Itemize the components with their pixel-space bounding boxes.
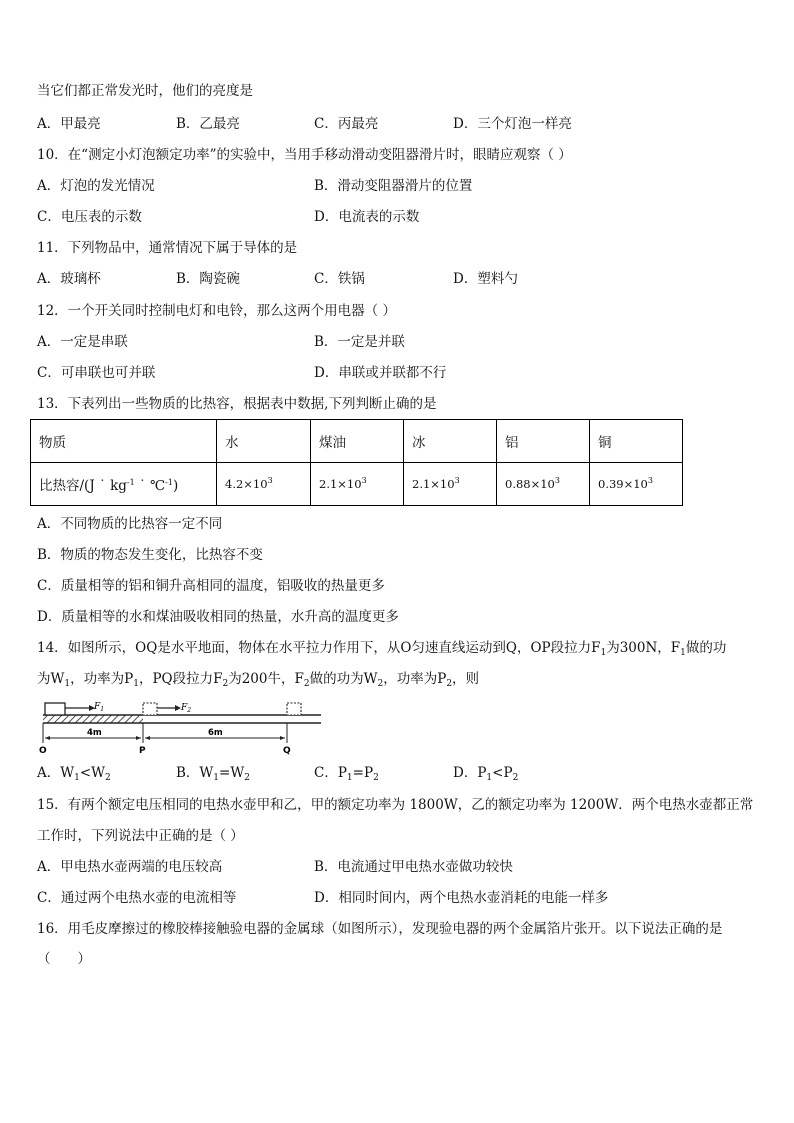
rough-surface-op	[43, 715, 143, 723]
q12-stem: 12．一个开关同时控制电灯和电铃，那么这两个用电器（ ）	[37, 303, 396, 319]
table-cell-water: $4.2\times 10^3$	[217, 463, 311, 506]
force-f1-label: $F_1$	[94, 702, 105, 713]
q13-option-b: B．物质的物态发生变化，比热容不变	[37, 547, 263, 563]
table-header-row	[31, 420, 683, 463]
distance-pq-label: 6m	[208, 728, 223, 738]
q10-option-a: A．灯泡的发光情况	[37, 178, 155, 194]
q16-stem-line2: （ ）	[37, 951, 91, 967]
q9-option-a: A．甲最亮	[37, 116, 101, 132]
q11-option-d: D．塑料勺	[453, 271, 518, 287]
q12-option-c: C．可串联也可并联	[37, 365, 156, 381]
table-header-cell: 煤油	[311, 420, 404, 463]
table-cell-kerosene: $2.1\times 10^3$	[311, 463, 404, 506]
q15-option-a: A．甲电热水壶两端的电压较高	[37, 859, 223, 875]
q11-option-a: A．玻璃杯	[37, 271, 101, 287]
q11-option-b: B．陶瓷碗	[176, 271, 240, 287]
table-cell-copper: $0.39\times 10^3$	[590, 463, 683, 506]
block-at-q	[287, 703, 301, 715]
q16-stem-line1: 16．用毛皮摩擦过的橡胶棒接触验电器的金属球（如图所示），发现验电器的两个金属箔片张开。以下说法正确的是	[37, 921, 723, 937]
q15-stem-line1: 15．有两个额定电压相同的电热水壶甲和乙，甲的额定功率为 1800W，乙的额定功率为 1200W．两个电热水壶都正常	[37, 797, 754, 813]
q10-option-d: D．电流表的示数	[314, 209, 420, 225]
q13-option-a: A．不同物质的比热容一定不同	[37, 516, 223, 532]
point-o-label: O	[39, 746, 47, 755]
q10-option-c: C．电压表的示数	[37, 209, 142, 225]
q15-option-b: B．电流通过甲电热水壶做功较快	[314, 859, 513, 875]
q13-option-c: C．质量相等的铝和铜升高相同的温度，铝吸收的热量更多	[37, 578, 385, 594]
q9-option-d: D．三个灯泡一样亮	[453, 116, 572, 132]
point-q-label: Q	[283, 746, 291, 755]
table-cell-ice: $2.1\times 10^3$	[404, 463, 497, 506]
q13-stem: 13．下表列出一些物质的比热容，根据表中数据,下列判断止确的是	[37, 396, 437, 412]
table-header-cell: 冰	[404, 420, 497, 463]
point-p-label: P	[139, 746, 146, 755]
table-header-cell: 铝	[497, 420, 590, 463]
q14-option-d: D．$P_1<P_2$	[453, 765, 519, 783]
q11-stem: 11．下列物品中，通常情况下属于导体的是	[37, 240, 298, 256]
q10-option-b: B．滑动变阻器滑片的位置	[314, 178, 473, 194]
q14-stem-line2: 为$W_1$，功率为$P_1$，PQ段拉力$F_2$为200牛，$F_2$做的功为$W_2$，功率为$P_2$，则	[37, 671, 480, 689]
force-f2-label: $F_2$	[181, 703, 192, 714]
q12-option-b: B．一定是并联	[314, 334, 405, 350]
block-at-o	[45, 703, 65, 715]
table-row	[31, 463, 683, 506]
table-header-cell: 水	[217, 420, 311, 463]
specific-heat-table	[30, 419, 683, 506]
q14-option-c: C．$P_1=P_2$	[314, 765, 379, 783]
q14-stem-line1: 14．如图所示，OQ是水平地面，物体在水平拉力作用下，从O匀速直线运动到Q，OP段拉力$F_1$为300N，$F_1$做的功	[37, 640, 727, 658]
q9-stem: 当它们都正常发光时，他们的亮度是	[37, 83, 253, 99]
q12-option-a: A．一定是串联	[37, 334, 128, 350]
distance-op-label: 4m	[87, 728, 102, 738]
table-row-label: 比热容/(J ˙ $kg^{-1}$ ˙ ℃$^{-1}$)	[31, 463, 217, 506]
table-header-cell: 物质	[31, 420, 217, 463]
force-motion-figure	[37, 697, 325, 755]
q9-option-c: C．丙最亮	[314, 116, 379, 132]
q15-stem-line2: 工作时，下列说法中正确的是（ ）	[37, 828, 244, 844]
q10-stem: 10．在“测定小灯泡额定功率”的实验中，当用手移动滑动变阻器滑片时，眼睛应观察（ ）	[37, 147, 572, 163]
q14-option-b: B．$W_1=W_2$	[176, 765, 250, 783]
q15-option-c: C．通过两个电热水壶的电流相等	[37, 890, 237, 906]
q14-option-a: A．$W_1<W_2$	[37, 765, 111, 783]
table-cell-aluminum: $0.88\times 10^3$	[497, 463, 590, 506]
q15-option-d: D．相同时间内，两个电热水壶消耗的电能一样多	[314, 890, 609, 906]
q12-option-d: D．串联或并联都不行	[314, 365, 447, 381]
table-header-cell: 铜	[590, 420, 683, 463]
q13-option-d: D．质量相等的水和煤油吸收相同的热量，水升高的温度更多	[37, 609, 399, 625]
block-at-p	[143, 703, 157, 715]
q9-option-b: B．乙最亮	[176, 116, 240, 132]
q11-option-c: C．铁锅	[314, 271, 365, 287]
